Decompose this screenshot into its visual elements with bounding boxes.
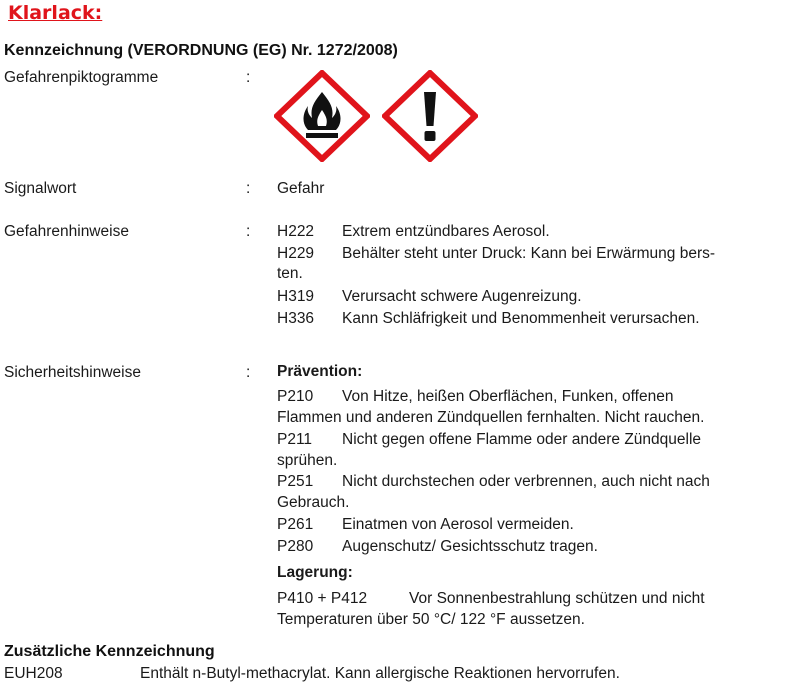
prevention-heading: Prävention: xyxy=(277,363,363,380)
colon: : xyxy=(246,223,251,240)
safety-text: Vor Sonnenbestrahlung schützen und nicht xyxy=(409,590,705,607)
exclamation-icon xyxy=(382,70,478,162)
hazard-h229-cont: ten. xyxy=(277,265,303,282)
signal-label: Signalwort xyxy=(4,180,77,197)
flame-icon xyxy=(274,70,370,162)
safety-code: P280 xyxy=(277,538,314,555)
safety-p210 xyxy=(277,388,673,406)
safety-text: Augenschutz/ Gesichtsschutz tragen. xyxy=(342,538,598,555)
safety-p410 xyxy=(277,590,705,608)
safety-text: Einatmen von Aerosol vermeiden. xyxy=(342,516,574,533)
euh-text: Enthält n-Butyl-methacrylat. Kann allergische Reaktionen hervorrufen. xyxy=(140,665,620,682)
hazard-code: H222 xyxy=(277,223,315,240)
hazard-text: Extrem entzündbares Aerosol. xyxy=(342,223,550,240)
safety-text: Von Hitze, heißen Oberflächen, Funken, offenen xyxy=(342,388,674,405)
euh-code: EUH208 xyxy=(4,665,63,682)
safety-code: P261 xyxy=(277,516,314,533)
hazard-code: H336 xyxy=(277,310,315,327)
hazards-label: Gefahrenhinweise xyxy=(4,223,129,240)
safety-code: P210 xyxy=(277,388,314,405)
hazard-code: H319 xyxy=(277,288,315,305)
document-title: Klarlack: xyxy=(8,2,103,24)
safety-p280 xyxy=(277,538,598,556)
hazard-h229 xyxy=(277,245,715,263)
pictograms-label: Gefahrenpiktogramme xyxy=(4,69,159,86)
safety-code: P410 + P412 xyxy=(277,590,368,607)
safety-p211 xyxy=(277,431,701,449)
safety-text: Nicht durchstechen oder verbrennen, auch nicht nach xyxy=(342,473,710,490)
hazard-h336 xyxy=(277,310,700,328)
safety-p210-cont: Flammen und anderen Zündquellen fernhalten. Nicht rauchen. xyxy=(277,409,705,426)
hazard-h319 xyxy=(277,288,582,306)
safety-code: P251 xyxy=(277,473,314,490)
hazard-text: Kann Schläfrigkeit und Benommenheit verursachen. xyxy=(342,310,700,327)
safety-p251 xyxy=(277,473,710,491)
colon: : xyxy=(246,180,251,197)
colon: : xyxy=(246,364,251,381)
safety-label: Sicherheitshinweise xyxy=(4,364,141,381)
safety-code: P211 xyxy=(277,431,313,448)
storage-heading: Lagerung: xyxy=(277,564,353,581)
safety-p261 xyxy=(277,516,574,534)
additional-heading: Zusätzliche Kennzeichnung xyxy=(4,643,215,660)
safety-text: Nicht gegen offene Flamme oder andere Zündquelle xyxy=(342,431,702,448)
safety-p211-cont: sprühen. xyxy=(277,452,338,469)
hazard-text: Behälter steht unter Druck: Kann bei Erwärmung bers- xyxy=(342,245,716,262)
signal-value: Gefahr xyxy=(277,180,325,197)
section-heading: Kennzeichnung (VERORDNUNG (EG) Nr. 1272/2008) xyxy=(4,42,398,59)
hazard-code: H229 xyxy=(277,245,315,262)
colon: : xyxy=(246,69,251,86)
euh208-line xyxy=(4,665,620,683)
safety-p251-cont: Gebrauch. xyxy=(277,494,350,511)
hazard-text: Verursacht schwere Augenreizung. xyxy=(342,288,582,305)
safety-p410-cont: Temperaturen über 50 °C/ 122 °F aussetzen. xyxy=(277,611,585,628)
hazard-h222 xyxy=(277,223,550,241)
